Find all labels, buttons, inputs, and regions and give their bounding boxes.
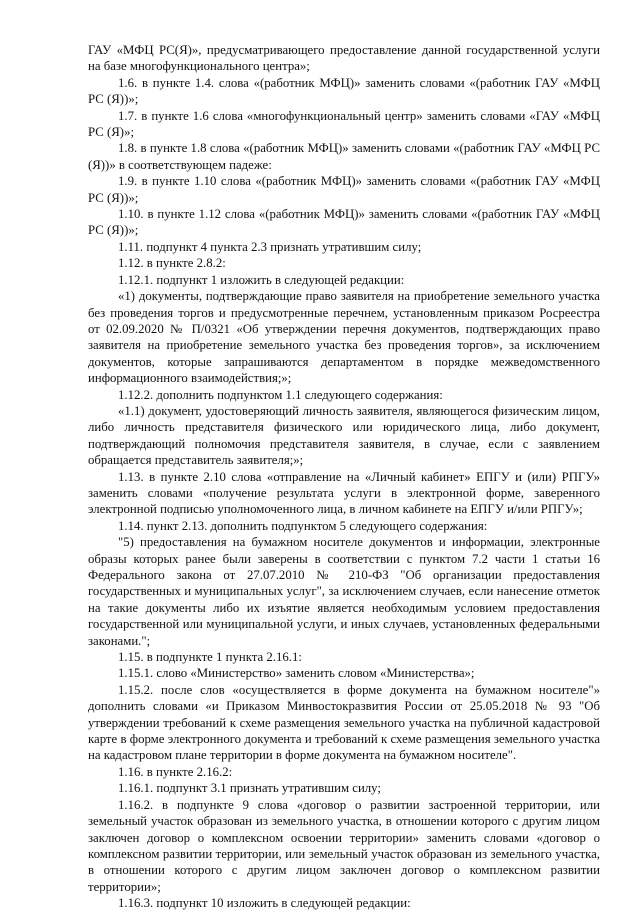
document-paragraph: 1.16.2. в подпункте 9 слова «договор о развитии застроенной территории, или земельный участок образован из земельного участка, в отношении которого с другим лицом заключен договор о комплексном освоении территории» заменить словами «договор о комплексном развитии территории, или земельный участок образован из земельного участка, в отношении которого с другим лицом заключен договор о комплексном развитии территории»; bbox=[88, 797, 600, 894]
document-paragraph: «1.1) документ, удостоверяющий личность заявителя, являющегося физическим лицом, либо личность представителя физического или юридического лица, либо документ, подтверждающий полномочия представителя заявителя, в случае, если с заявлением обращается представитель заявителя;»; bbox=[88, 403, 600, 468]
document-paragraph: 1.12.2. дополнить подпунктом 1.1 следующего содержания: bbox=[118, 387, 443, 402]
document-paragraph: 1.12. в пункте 2.8.2: bbox=[118, 256, 226, 271]
document-paragraph: 1.15.2. после слов «осуществляется в форме документа на бумажном носителе"» дополнить словами «и Приказом Минвостокразвития России от 25.05.2018 № 93 "Об утверждении требований к схеме размещения земельного участка на публичной кадастровой карте в форме электронного документа и требований к схеме размещения земельного участка на кадастровом плане территории в форме документа на бумажном носителе". bbox=[88, 682, 600, 763]
document-paragraph: 1.15. в подпункте 1 пункта 2.16.1: bbox=[118, 650, 302, 665]
document-paragraph: 1.9. в пункте 1.10 слова «(работник МФЦ)» заменить словами «(работник ГАУ «МФЦ РС (Я))»; bbox=[88, 174, 600, 205]
document-paragraph: 1.12.1. подпункт 1 изложить в следующей редакции: bbox=[118, 272, 405, 287]
document-paragraph: 1.11. подпункт 4 пункта 2.3 признать утратившим силу; bbox=[118, 239, 422, 254]
document-paragraph: 1.10. в пункте 1.12 слова «(работник МФЦ)» заменить словами «(работник ГАУ «МФЦ РС (Я))»; bbox=[88, 207, 600, 238]
document-paragraph: 1.16. в пункте 2.16.2: bbox=[118, 764, 233, 779]
document-page bbox=[88, 42, 600, 912]
document-paragraph: 1.7. в пункте 1.6 слова «многофункциональный центр» заменить словами «ГАУ «МФЦ РС (Я)»; bbox=[88, 108, 600, 140]
document-paragraph: 1.6. в пункте 1.4. слова «(работник МФЦ)» заменить словами «(работник ГАУ «МФЦ РС (Я))»; bbox=[88, 75, 600, 107]
document-paragraph: 1.8. в пункте 1.8 слова «(работник МФЦ)» заменить словами «(работник ГАУ «МФЦ РС (Я))» в соответствующем падеже: bbox=[88, 141, 600, 172]
document-paragraph: 1.15.1. слово «Министерство» заменить словом «Министерства»; bbox=[118, 666, 475, 681]
document-paragraph: «1) документы, подтверждающие право заявителя на приобретение земельного участка без проведения торгов и предусмотренные перечнем, установленным приказом Росреестра от 02.09.2020 № П/0321 «Об утверждении перечня документов, подтверждающих право заявителя на приобретение земельного участка без проведения торгов», за исключением документов, которые запрашиваются департаментом в порядке межведомственного информационного взаимодействия;»; bbox=[88, 289, 600, 386]
document-paragraph: 1.14. пункт 2.13. дополнить подпунктом 5 следующего содержания: bbox=[118, 518, 488, 533]
document-paragraph: 1.13. в пункте 2.10 слова «отправление на «Личный кабинет» ЕПГУ и (или) РПГУ» заменить словами «получение результата услуги в электронной форме, заверенного электронной подписью уполномоченного лица, в личном кабинете на ЕПГУ и/или РПГУ»; bbox=[88, 469, 600, 517]
document-paragraph: 1.16.3. подпункт 10 изложить в следующей редакции: bbox=[118, 896, 411, 911]
document-paragraph: 1.16.1. подпункт 3.1 признать утратившим силу; bbox=[118, 781, 381, 796]
document-paragraph: ГАУ «МФЦ РС(Я)», предусматривающего предоставление данной государственной услуги на базе многофункционального центра»; bbox=[88, 43, 600, 74]
document-paragraph: "5) предоставления на бумажном носителе документов и информации, электронные образы которых ранее были заверены в соответствии с пунктом 7.2 части 1 статьи 16 Федерального закона от 27.07.2010 № 210-ФЗ "Об организации предоставления государственных и муниципальных услуг", за исключением случаев, если нанесение отметок на такие документы либо их изъятие является необходимым условием предоставления государственной или муниципальной услуги, и иных случаев, установленных федеральными законами."; bbox=[88, 535, 600, 648]
